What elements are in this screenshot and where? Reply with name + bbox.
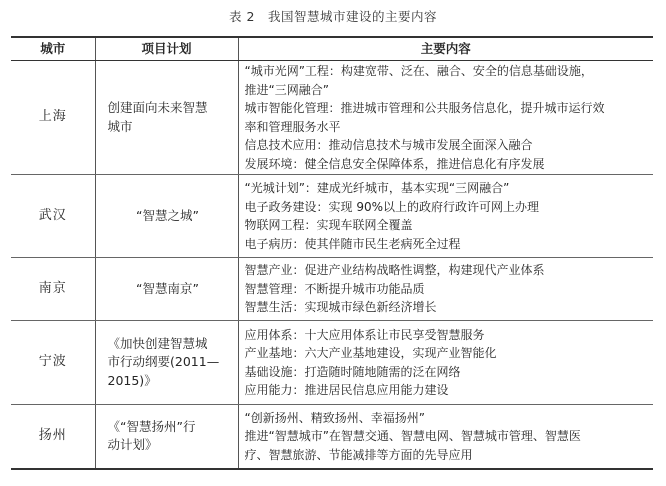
plan-cell bbox=[95, 321, 238, 405]
plan-cell bbox=[95, 258, 238, 321]
content-line: 产业基地：六大产业基地建设，实现产业智能化 bbox=[244, 346, 497, 360]
content-cell bbox=[238, 258, 653, 321]
table-header-row bbox=[11, 37, 653, 61]
city-cell: 南京 bbox=[11, 258, 95, 321]
content-line: 发展环境：健全信息安全保障体系，推进信息化有序发展 bbox=[244, 156, 545, 171]
table-row-ningbo bbox=[11, 321, 653, 405]
table-row-wuhan bbox=[11, 175, 653, 258]
plan-line: 2015)》 bbox=[107, 372, 157, 388]
plan-line: 城市 bbox=[107, 118, 133, 134]
city-cell: 上海 bbox=[11, 61, 95, 175]
header-plan: 项目计划 bbox=[95, 37, 238, 61]
smart-city-table bbox=[11, 36, 653, 470]
city-cell: 扬州 bbox=[11, 405, 95, 469]
plan-cell bbox=[95, 61, 238, 175]
plan-line: 《“智慧扬州”行 bbox=[107, 418, 196, 434]
plan-line: “智慧南京” bbox=[136, 280, 199, 296]
content-line: 率和管理服务水平 bbox=[244, 119, 341, 134]
content-line: 物联网工程：实现车联网全覆盖 bbox=[244, 218, 413, 232]
content-line: 推进“三网融合” bbox=[244, 82, 329, 97]
smart-city-table-container bbox=[11, 36, 653, 470]
table-row-yangzhou bbox=[11, 405, 653, 469]
plan-cell bbox=[95, 175, 238, 258]
plan-line: 创建面向未来智慧 bbox=[107, 100, 208, 115]
content-line: 智慧产业：促进产业结构战略性调整，构建现代产业体系 bbox=[244, 263, 545, 278]
content-line: 信息技术应用：推动信息技术与城市发展全面深入融合 bbox=[244, 138, 533, 152]
table-caption: 表 2 我国智慧城市建设的主要内容 bbox=[229, 9, 437, 24]
content-line: “创新扬州、精致扬州、幸福扬州” bbox=[244, 410, 425, 425]
content-line: “光城计划”：建成光纤城市，基本实现“三网融合” bbox=[244, 181, 510, 195]
content-line: 城市智能化管理：推进城市管理和公共服务信息化，提升城市运行效 bbox=[244, 101, 605, 115]
city-cell: 宁波 bbox=[11, 321, 95, 405]
content-line: 电子政务建设：实现 90%以上的政府行政许可网上办理 bbox=[244, 199, 539, 214]
content-line: 应用能力：推进居民信息应用能力建设 bbox=[244, 383, 449, 397]
content-cell bbox=[238, 405, 653, 469]
content-cell bbox=[238, 61, 653, 175]
plan-line: “智慧之城” bbox=[136, 207, 199, 223]
plan-cell bbox=[95, 405, 238, 469]
content-cell bbox=[238, 321, 653, 405]
content-line: 基础设施：打造随时随地随需的泛在网络 bbox=[244, 364, 461, 379]
content-line: 智慧管理：不断提升城市功能品质 bbox=[244, 281, 425, 296]
city-cell: 武汉 bbox=[11, 175, 95, 258]
content-line: 智慧生活：实现城市绿色新经济增长 bbox=[244, 300, 437, 315]
content-line: 应用体系：十大应用体系让市民享受智慧服务 bbox=[244, 327, 485, 342]
plan-line: 动计划》 bbox=[107, 437, 158, 453]
content-line: 推进“智慧城市”在智慧交通、智慧电网、智慧城市管理、智慧医 bbox=[244, 429, 581, 443]
content-line: 电子病历：使其伴随市民生老病死全过程 bbox=[244, 236, 461, 251]
table-row-shanghai bbox=[11, 61, 653, 175]
content-cell bbox=[238, 175, 653, 258]
table-row-nanjing bbox=[11, 258, 653, 321]
content-line: “城市光网”工程：构建宽带、泛在、融合、安全的信息基础设施， bbox=[244, 64, 593, 78]
header-city: 城市 bbox=[11, 37, 95, 61]
plan-line: 《加快创建智慧城 bbox=[107, 335, 208, 351]
header-content: 主要内容 bbox=[238, 37, 653, 61]
plan-line: 市行动纲要(2011— bbox=[107, 354, 220, 370]
content-line: 疗、智慧旅游、节能减排等方面的先导应用 bbox=[244, 447, 473, 462]
